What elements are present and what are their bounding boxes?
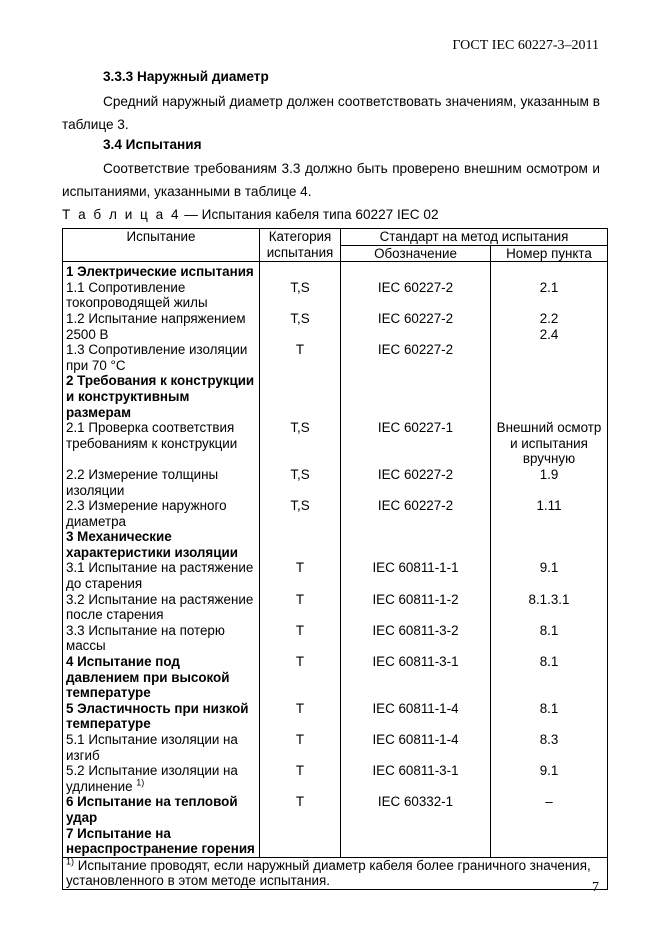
row-clause-cell <box>491 592 608 623</box>
row-designation-cell-text: IEC 60227-2 <box>377 310 454 326</box>
row-clause-cell-text: Внешний осмотр и испытания вручную <box>496 420 602 467</box>
row-category-cell <box>260 592 341 623</box>
row-category-cell-text: T,S <box>290 420 310 436</box>
row-category-cell <box>260 701 341 732</box>
table-row <box>63 311 608 342</box>
row-designation-cell <box>341 529 491 560</box>
row-test-cell <box>63 701 260 732</box>
row-test-cell <box>63 280 260 311</box>
row-test-cell <box>63 560 260 591</box>
section-3-4-title: 3.4 Испытания <box>103 137 202 152</box>
row-test-cell-text: 4 Испытание под давлением при высокой температуре <box>66 654 230 701</box>
table-row <box>63 826 608 858</box>
header-standard: Стандарт на метод испытания <box>341 229 608 246</box>
row-category-cell <box>260 560 341 591</box>
row-designation-cell <box>341 311 491 342</box>
row-designation-cell <box>341 794 491 825</box>
row-category-cell <box>260 342 341 373</box>
row-category-cell-text: T <box>295 654 305 670</box>
row-clause-cell-text: 2.2 2.4 <box>539 310 559 342</box>
header-clause: Номер пункта <box>491 245 608 262</box>
row-category-cell <box>260 373 341 420</box>
row-designation-cell <box>341 654 491 701</box>
row-clause-cell <box>491 467 608 498</box>
row-designation-cell-text: IEC 60811-1-2 <box>372 591 459 607</box>
row-clause-cell-text: 8.1 <box>539 622 559 638</box>
row-category-cell <box>260 529 341 560</box>
row-test-cell-text: 3 Механические характеристики изоляции <box>66 529 238 560</box>
row-designation-cell <box>341 560 491 591</box>
footnote-text: Испытание проводят, если наружный диаметр кабеля более граничного значения, установленного в этом методе испытания. <box>66 857 591 889</box>
row-clause-cell <box>491 732 608 763</box>
table-row <box>63 732 608 763</box>
table-row <box>63 373 608 420</box>
row-test-cell-text: 3.3 Испытание на потерю массы <box>66 622 225 654</box>
row-test-cell-text: 1.1 Сопротивление токопроводящей жилы <box>66 279 208 311</box>
row-test-cell-text: 2.2 Измерение толщины изоляции <box>66 466 219 498</box>
row-test-cell-text: 3.1 Испытание на растяжение до старения <box>66 560 254 592</box>
row-designation-cell <box>341 498 491 529</box>
row-clause-cell-text: 8.3 <box>539 732 559 747</box>
row-test-cell <box>63 592 260 623</box>
row-clause-cell <box>491 794 608 825</box>
row-clause-cell <box>491 311 608 342</box>
table-caption <box>62 207 439 222</box>
row-category-cell-text: T,S <box>290 466 310 482</box>
row-designation-cell-text: IEC 60811-3-2 <box>372 622 459 638</box>
row-test-cell-text: 5.1 Испытание изоляции на изгиб <box>66 732 238 763</box>
tests-table-body <box>63 262 608 858</box>
row-designation-cell-text: IEC 60332-1 <box>377 794 454 810</box>
footnote-ref: 1) <box>136 777 145 788</box>
row-designation-cell <box>341 763 491 794</box>
row-designation-cell <box>341 732 491 763</box>
row-test-cell <box>63 529 260 560</box>
row-designation-cell-text: IEC 60811-1-4 <box>372 700 459 716</box>
row-category-cell-text: T <box>295 700 305 716</box>
row-designation-cell <box>341 280 491 311</box>
footnote-mark: 1) <box>66 856 75 867</box>
row-test-cell <box>63 467 260 498</box>
row-category-cell-text: T,S <box>290 310 310 326</box>
row-test-cell <box>63 732 260 763</box>
table-row <box>63 280 608 311</box>
row-category-cell-text: T <box>295 622 305 638</box>
row-test-cell <box>63 498 260 529</box>
row-category-cell <box>260 794 341 825</box>
row-designation-cell-text: IEC 60811-3-1 <box>372 654 459 670</box>
row-test-cell <box>63 654 260 701</box>
table-caption-label: Т а б л и ц а 4 <box>62 207 181 222</box>
row-test-cell-text: 2.1 Проверка соответствия требованиям к конструкции <box>66 420 238 451</box>
row-test-cell-text: 5.2 Испытание изоляции на удлинение <box>66 763 238 794</box>
row-category-cell <box>260 467 341 498</box>
row-test-cell <box>63 373 260 420</box>
table-row <box>63 342 608 373</box>
row-test-cell-text: 2.3 Измерение наружного диаметра <box>66 498 227 529</box>
row-designation-cell <box>341 623 491 654</box>
tests-table <box>62 228 608 890</box>
row-category-cell-text: T <box>295 763 305 779</box>
table-row <box>63 262 608 280</box>
row-category-cell <box>260 763 341 794</box>
table-footnote <box>63 857 608 889</box>
row-test-cell <box>63 420 260 467</box>
table-row <box>63 560 608 591</box>
row-clause-cell-text: 1.9 <box>539 466 559 482</box>
table-row <box>63 794 608 825</box>
row-clause-cell-text: 2.1 <box>539 279 559 295</box>
row-category-cell <box>260 732 341 763</box>
row-category-cell-text: T <box>295 342 305 358</box>
row-clause-cell-text: 8.1.3.1 <box>528 591 570 607</box>
row-clause-cell <box>491 654 608 701</box>
row-clause-cell <box>491 826 608 858</box>
row-test-cell-text: 2 Требования к конструкции и конструктивным размерам <box>66 373 255 420</box>
table-row <box>63 420 608 467</box>
row-test-cell <box>63 262 260 280</box>
row-test-cell-text: 5 Эластичность при низкой температуре <box>66 700 249 732</box>
table-row <box>63 701 608 732</box>
row-category-cell <box>260 654 341 701</box>
row-designation-cell-text: IEC 60811-1-1 <box>372 560 459 576</box>
header-designation: Обозначение <box>341 245 491 262</box>
table-row <box>63 763 608 794</box>
row-designation-cell-text: IEC 60227-1 <box>377 420 454 436</box>
row-category-cell <box>260 498 341 529</box>
row-clause-cell <box>491 342 608 373</box>
row-designation-cell <box>341 342 491 373</box>
row-designation-cell <box>341 592 491 623</box>
row-designation-cell-text: IEC 60227-2 <box>377 342 454 358</box>
section-3-3-3-title: 3.3.3 Наружный диаметр <box>103 69 269 84</box>
row-clause-cell-text: 8.1 <box>539 654 559 670</box>
row-clause-cell <box>491 280 608 311</box>
row-designation-cell <box>341 467 491 498</box>
row-test-cell-text: 1 Электрические испытания <box>66 264 254 280</box>
row-clause-cell-text: 9.1 <box>539 763 559 779</box>
row-clause-cell-text: – <box>545 794 553 810</box>
row-designation-cell <box>341 373 491 420</box>
table-caption-text: — Испытания кабеля типа 60227 IEC 02 <box>180 207 439 222</box>
table-row <box>63 623 608 654</box>
row-category-cell-text: T <box>295 591 305 607</box>
row-designation-cell-text: IEC 60227-2 <box>377 466 454 482</box>
table-row <box>63 529 608 560</box>
table-row <box>63 654 608 701</box>
section-3-4-text: Соответствие требованиям 3.3 должно быть проверено внешним осмотром и испытаниями, указанными в таблице 4. <box>62 161 600 199</box>
row-designation-cell <box>341 826 491 858</box>
row-category-cell-text: T,S <box>290 279 310 295</box>
row-clause-cell <box>491 763 608 794</box>
row-clause-cell <box>491 373 608 420</box>
row-test-cell <box>63 826 260 858</box>
row-designation-cell <box>341 420 491 467</box>
row-category-cell <box>260 311 341 342</box>
row-category-cell-text: T <box>295 794 305 810</box>
row-test-cell <box>63 623 260 654</box>
header-category: Категория испытания <box>260 229 341 262</box>
row-designation-cell-text: IEC 60811-1-4 <box>372 732 459 747</box>
row-clause-cell <box>491 529 608 560</box>
row-designation-cell-text: IEC 60811-3-1 <box>372 763 459 779</box>
row-clause-cell <box>491 498 608 529</box>
row-clause-cell <box>491 420 608 467</box>
row-clause-cell <box>491 262 608 280</box>
row-test-cell-text: 3.2 Испытание на растяжение после старения <box>66 591 254 623</box>
row-category-cell-text: T,S <box>290 498 310 514</box>
row-category-cell-text: T <box>295 732 305 747</box>
document-header: ГОСТ IEC 60227-3–2011 <box>452 38 599 53</box>
row-test-cell <box>63 794 260 825</box>
table-row <box>63 467 608 498</box>
row-category-cell <box>260 623 341 654</box>
row-test-cell <box>63 763 260 794</box>
row-clause-cell-text: 1.11 <box>536 498 562 514</box>
row-designation-cell-text: IEC 60227-2 <box>377 279 454 295</box>
row-designation-cell <box>341 701 491 732</box>
row-test-cell <box>63 342 260 373</box>
section-3-3-3-text: Средний наружный диаметр должен соответствовать значениям, указанным в таблице 3. <box>62 94 600 132</box>
row-test-cell-text: 7 Испытание на нераспространение горения <box>66 825 255 857</box>
row-clause-cell-text: 9.1 <box>539 560 559 576</box>
row-clause-cell <box>491 623 608 654</box>
row-category-cell <box>260 420 341 467</box>
page-number: 7 <box>592 880 599 895</box>
row-designation-cell-text: IEC 60227-2 <box>377 498 454 514</box>
header-test: Испытание <box>63 229 260 262</box>
row-test-cell-text: 1.3 Сопротивление изоляции при 70 °С <box>66 342 248 373</box>
row-clause-cell-text: 8.1 <box>539 700 559 716</box>
row-category-cell <box>260 280 341 311</box>
row-test-cell <box>63 311 260 342</box>
row-category-cell-text: T <box>295 560 305 576</box>
row-test-cell-text: 1.2 Испытание напряжением 2500 В <box>66 310 246 342</box>
row-test-cell-text: 6 Испытание на тепловой удар <box>66 794 238 825</box>
row-clause-cell <box>491 701 608 732</box>
row-designation-cell <box>341 262 491 280</box>
row-category-cell <box>260 826 341 858</box>
row-category-cell <box>260 262 341 280</box>
table-row <box>63 498 608 529</box>
row-clause-cell <box>491 560 608 591</box>
table-row <box>63 592 608 623</box>
